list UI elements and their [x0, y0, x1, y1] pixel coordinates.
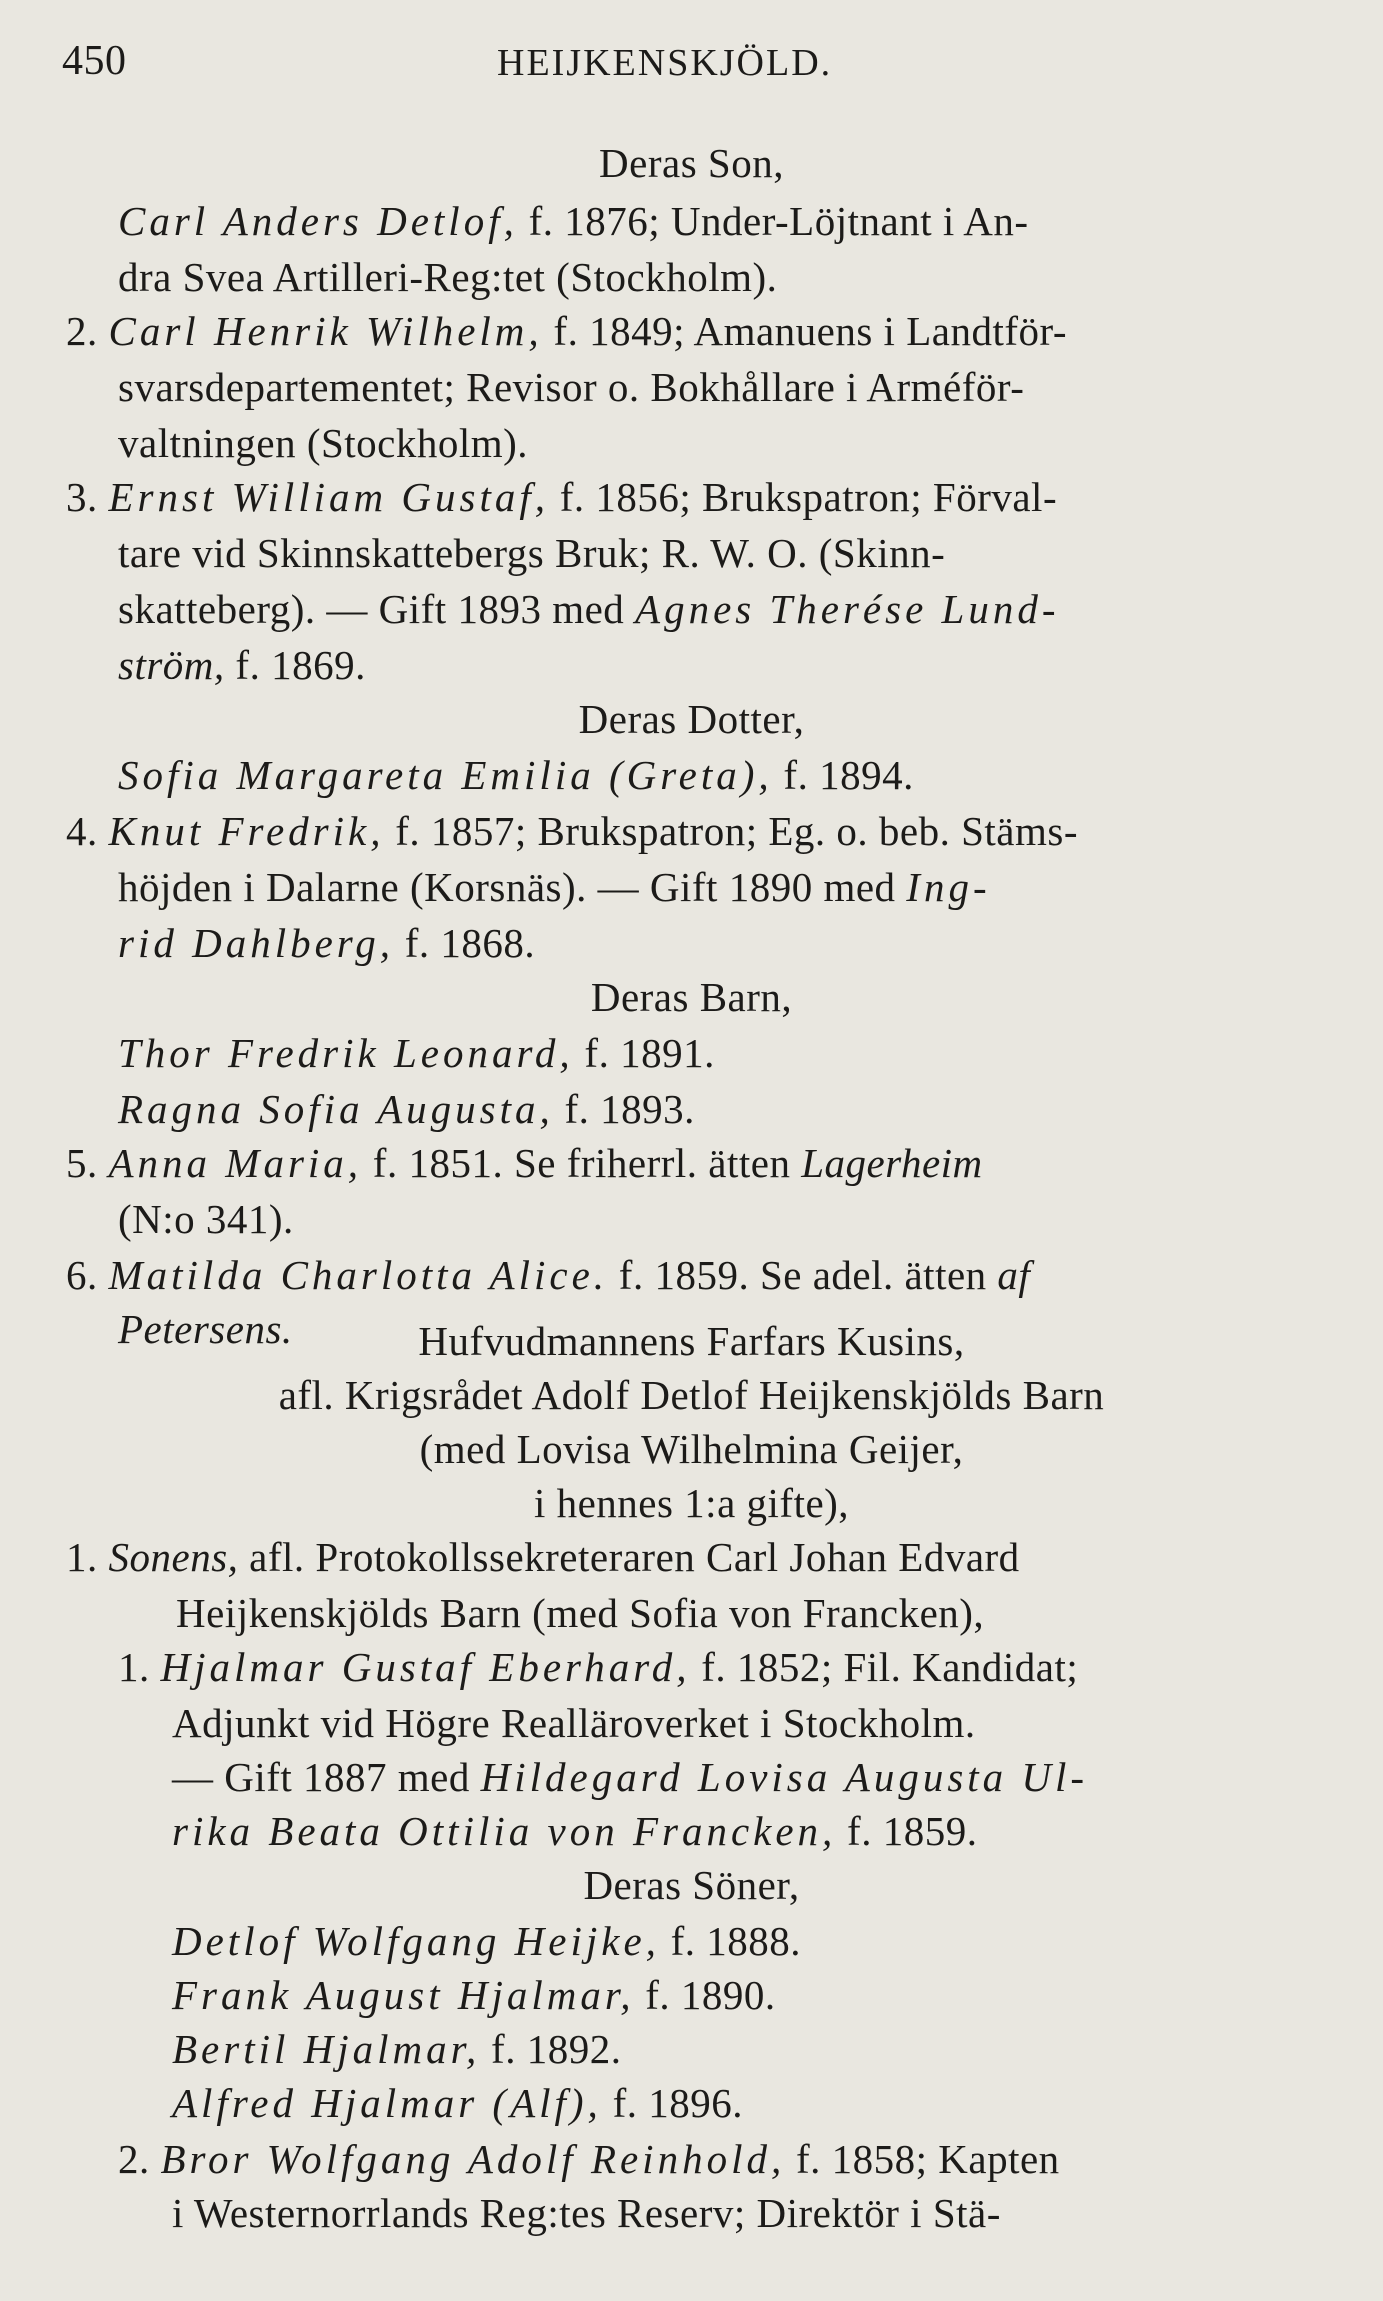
text-line [66, 1250, 1030, 1300]
text-line: i Westernorrlands Reg:tes Reserv; Direktör i Stä- [172, 2190, 1001, 2236]
text-line: svarsdepartementet; Revisor o. Bokhållare i Arméför- [118, 364, 1025, 410]
text-span: afl. Protokollssekreteraren Carl Johan Edvard [238, 1534, 1020, 1580]
person-name: Bertil Hjalmar, [172, 2026, 481, 2072]
text-span: f. 1893. [553, 1086, 695, 1132]
branch-heading-2: afl. Krigsrådet Adolf Detlof Heijkenskjölds Barn [278, 1372, 1105, 1418]
entry-number: 1. [66, 1534, 98, 1580]
text-line [118, 918, 535, 968]
person-name: Anna Maria, [108, 1140, 363, 1186]
person-name: Frank August Hjalmar, [172, 1972, 635, 2018]
branch-heading-3: (med Lovisa Wilhelmina Geijer, [419, 1426, 964, 1472]
entry-label: Sonens, [108, 1534, 239, 1580]
text-line: (N:o 341). [118, 1196, 294, 1242]
person-name: Matilda Charlotta Alice. [108, 1252, 609, 1298]
text-span: f. 1859. [836, 1808, 978, 1854]
spouse-name: rid Dahlberg, [118, 920, 394, 966]
text-line [172, 2024, 621, 2074]
text-line [172, 1970, 776, 2020]
text-line [66, 1138, 983, 1188]
text-span: f. 1869. [224, 642, 366, 688]
text-span: f. 1858; Kapten [785, 2136, 1060, 2182]
text-line [118, 862, 991, 912]
entry-number: 1. [118, 1644, 150, 1690]
family-reference: Lagerheim [801, 1140, 983, 1186]
entry-details: f. 1849; Amanuens i Landtför- [542, 308, 1067, 354]
spouse-name: rika Beata Ottilia von Francken, [172, 1808, 837, 1854]
text-line [118, 1028, 715, 1078]
text-span: f. 1888. [659, 1918, 802, 1964]
entry-number: 2. [118, 2136, 150, 2182]
page-number: 450 [62, 38, 127, 84]
entry-number: 2. [66, 308, 98, 354]
text-line [66, 472, 1057, 522]
text-line: Heijkenskjölds Barn (med Sofia von Francken), [176, 1590, 985, 1636]
person-name: Carl Anders Detlof, [118, 198, 518, 244]
spouse-name: Hildegard Lovisa Augusta Ul- [480, 1754, 1089, 1800]
person-name: Knut Fredrik, [108, 808, 385, 854]
text-span: f. 1891. [573, 1030, 715, 1076]
text-line [172, 2078, 743, 2128]
text-line [172, 1752, 1088, 1802]
text-span: f. 1894. [772, 752, 914, 798]
section-heading: Deras Söner, [583, 1862, 800, 1908]
person-name: Alfred Hjalmar (Alf), [172, 2080, 602, 2126]
entry-details: f. 1857; Brukspatron; Eg. o. beb. Stäms- [384, 808, 1078, 854]
family-reference: af [997, 1252, 1031, 1298]
text-line [118, 1642, 1078, 1692]
text-span: f. 1859. Se adel. ätten [608, 1252, 998, 1298]
entry-details: f. 1876; Under-Löjtnant i An- [517, 198, 1029, 244]
text-span: höjden i Dalarne (Korsnäs). — Gift 1890 med [118, 864, 907, 910]
text-line: valtningen (Stockholm). [118, 420, 529, 466]
text-span: f. 1892. [480, 2026, 622, 2072]
spouse-name: ström, [118, 642, 225, 688]
text-line: Adjunkt vid Högre Realläroverket i Stockholm. [172, 1700, 976, 1746]
family-reference: Petersens. [118, 1306, 293, 1352]
text-line [118, 640, 366, 690]
text-line: dra Svea Artilleri-Reg:tet (Stockholm). [118, 254, 778, 300]
person-name: Thor Fredrik Leonard, [118, 1030, 574, 1076]
text-line [66, 306, 1067, 356]
section-heading: Deras Dotter, [578, 696, 805, 742]
running-title: HEIJKENSKJÖLD. [497, 42, 833, 84]
text-line [118, 584, 1060, 634]
section-heading: Deras Barn, [590, 974, 793, 1020]
person-name: Ragna Sofia Augusta, [118, 1086, 554, 1132]
entry-number: 4. [66, 808, 98, 854]
text-span: skatteberg). — Gift 1893 med [118, 586, 636, 632]
entry-number: 3. [66, 474, 98, 520]
text-line [66, 806, 1078, 856]
text-line [118, 750, 914, 800]
person-name: Bror Wolfgang Adolf Reinhold, [160, 2136, 786, 2182]
text-span: f. 1868. [393, 920, 536, 966]
person-name: Carl Henrik Wilhelm, [108, 308, 543, 354]
branch-heading-4: i hennes 1:a gifte), [533, 1480, 850, 1526]
text-line [118, 196, 1029, 246]
text-span: f. 1896. [601, 2080, 743, 2126]
text-line: tare vid Skinnskattebergs Bruk; R. W. O. (Skinn- [118, 530, 946, 576]
person-name: Detlof Wolfgang Heijke, [172, 1918, 660, 1964]
text-span: — Gift 1887 med [172, 1754, 481, 1800]
person-name: Ernst William Gustaf, [108, 474, 550, 520]
person-name: Sofia Margareta Emilia (Greta), [118, 752, 773, 798]
section-heading: Deras Son, [599, 140, 784, 186]
spouse-name: Ing- [906, 864, 991, 910]
person-name: Hjalmar Gustaf Eberhard, [160, 1644, 691, 1690]
text-line [66, 1532, 1020, 1582]
text-line [172, 1916, 801, 1966]
spouse-name: Agnes Therése Lund- [635, 586, 1060, 632]
text-span: f. 1852; Fil. Kandidat; [690, 1644, 1079, 1690]
entry-details: f. 1856; Brukspatron; Förval- [549, 474, 1058, 520]
entry-number: 5. [66, 1140, 98, 1186]
text-span: f. 1890. [634, 1972, 776, 2018]
text-line [118, 1084, 695, 1134]
branch-heading-1: Hufvudmannens Farfars Kusins, [418, 1318, 965, 1364]
text-span: f. 1851. Se friherrl. ätten [362, 1140, 802, 1186]
text-line [172, 1806, 977, 1856]
entry-number: 6. [66, 1252, 98, 1298]
text-line [118, 2134, 1060, 2184]
